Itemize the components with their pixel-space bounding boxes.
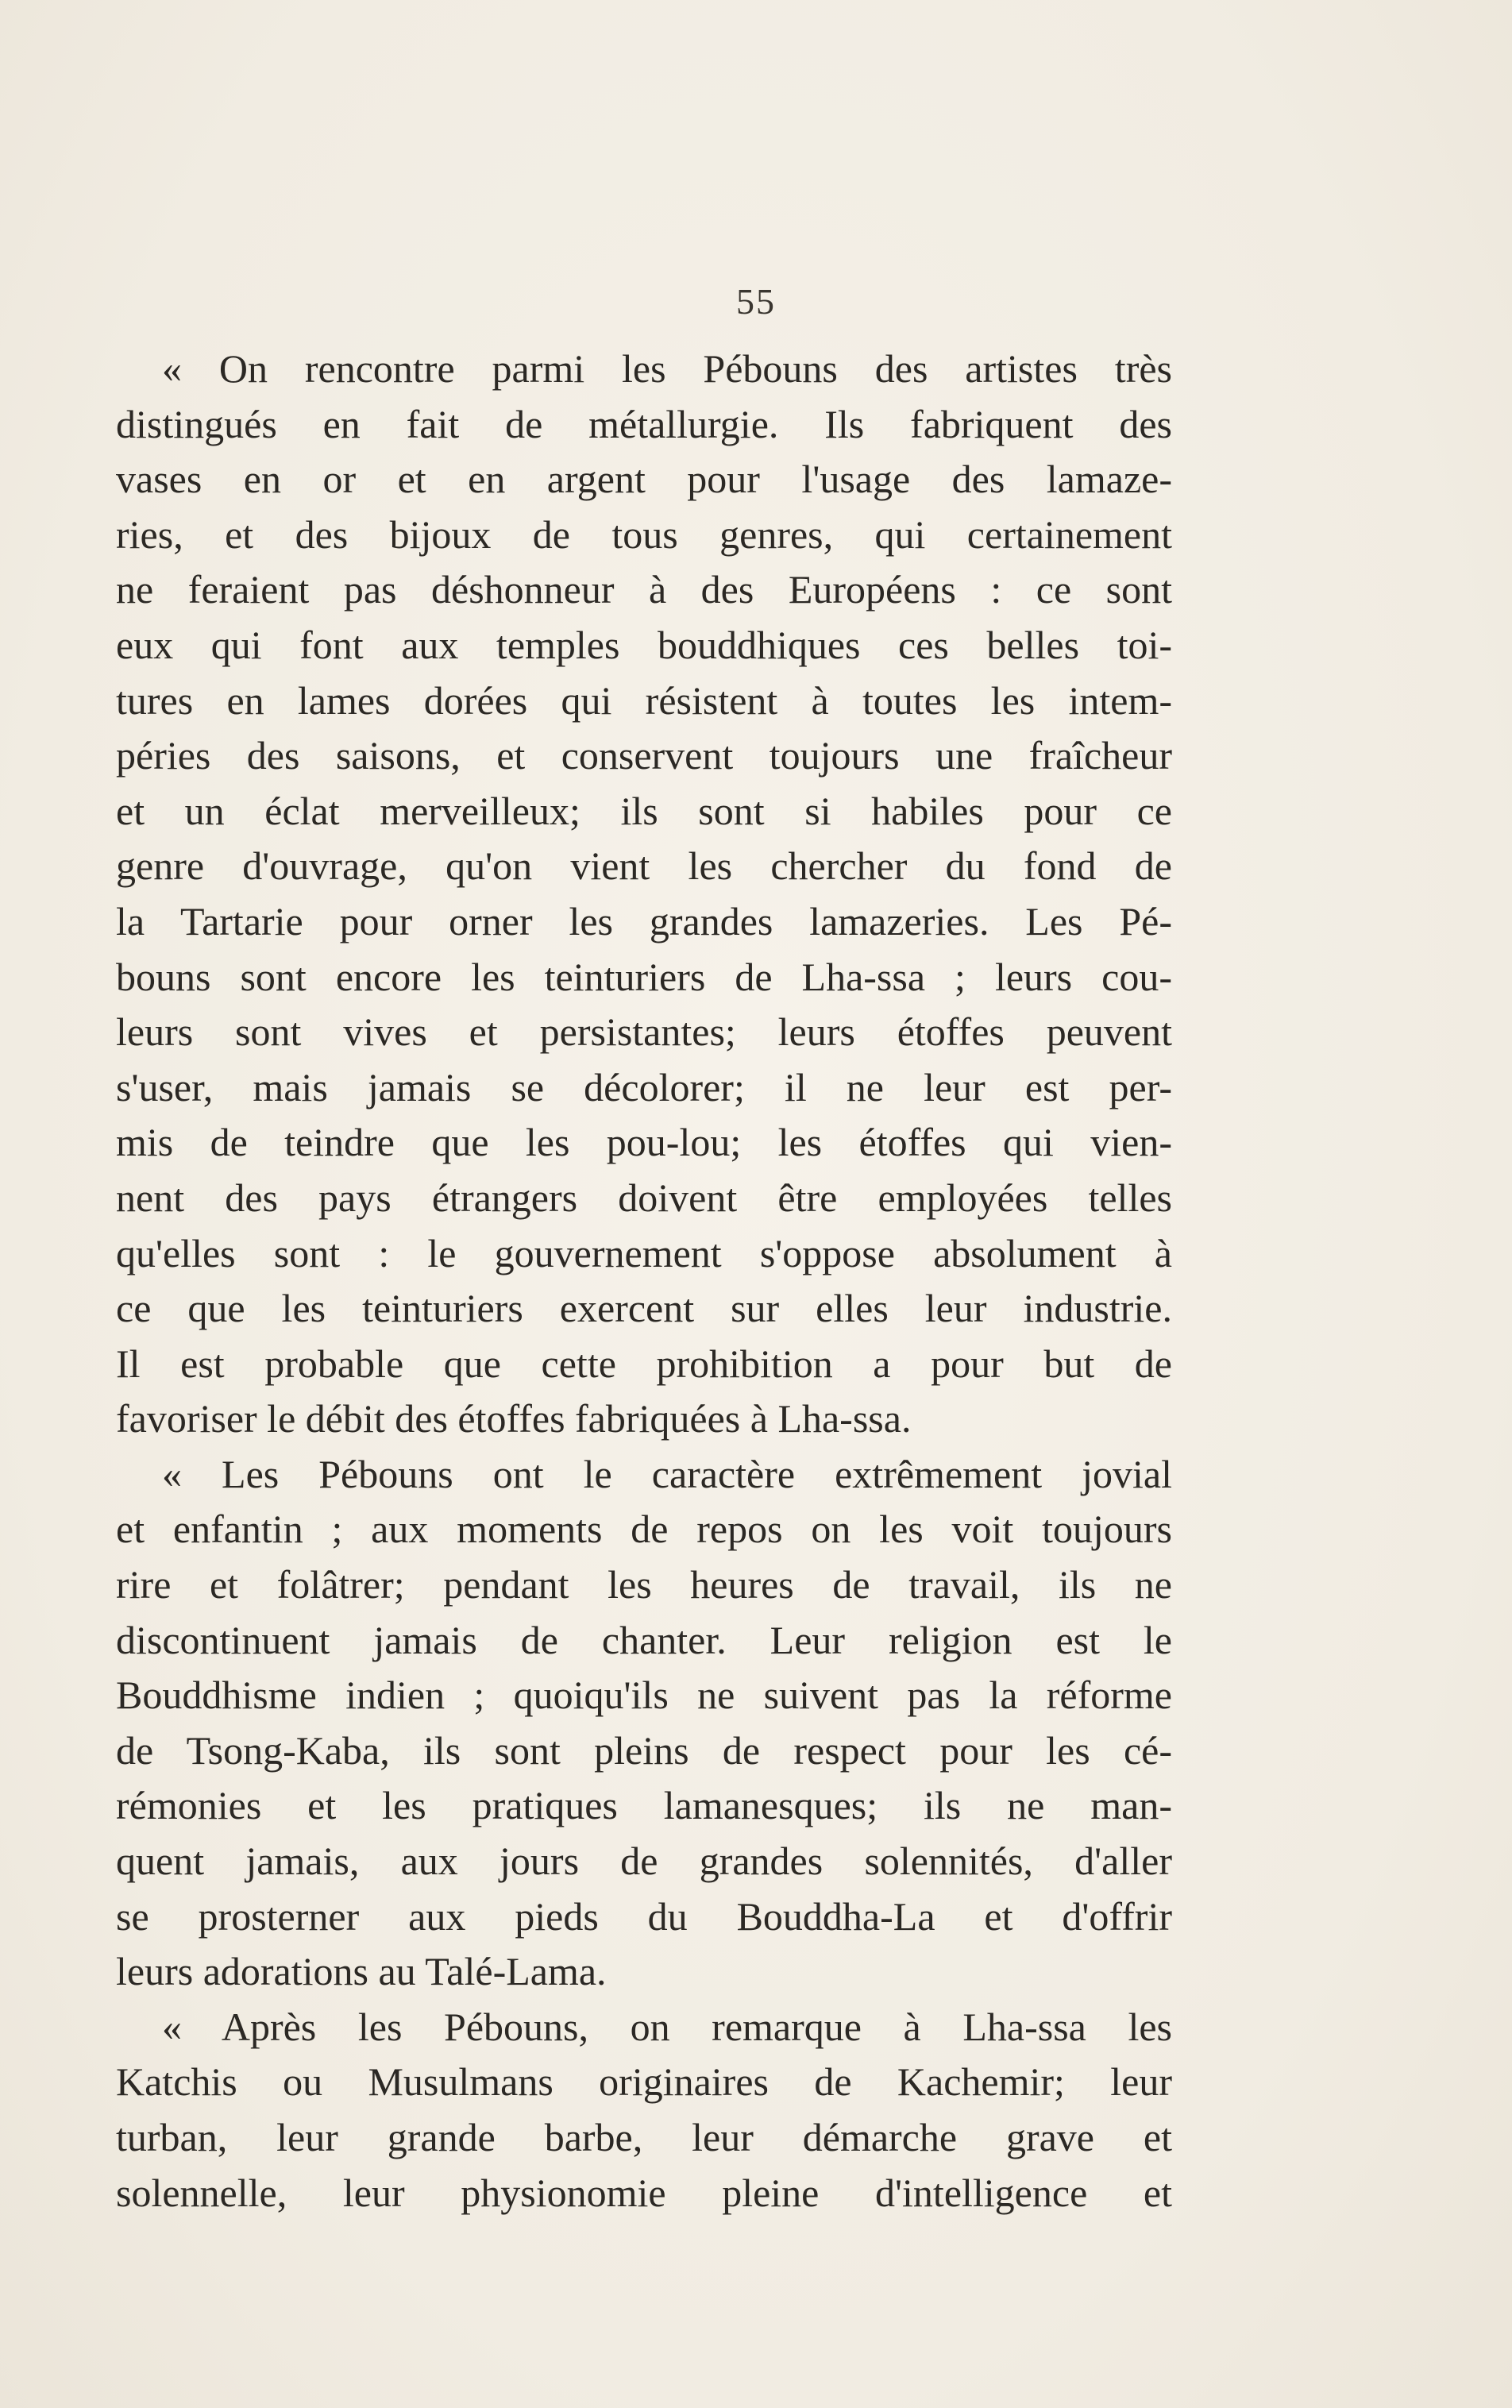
text-line: de Tsong-Kaba, ils sont pleins de respect pour les cé- xyxy=(116,1727,1172,1773)
text-line: la Tartarie pour orner les grandes lamazeries. Les Pé- xyxy=(116,898,1172,944)
text-line: Katchis ou Musulmans originaires de Kachemir; leur xyxy=(116,2059,1172,2105)
text-line: distingués en fait de métallurgie. Ils fabriquent des xyxy=(116,401,1172,446)
text-line: leurs sont vives et persistantes; leurs étoffes peuvent xyxy=(116,1009,1172,1055)
text-line: et enfantin ; aux moments de repos on les voit toujours xyxy=(116,1507,1172,1552)
text-line: genre d'ouvrage, qu'on vient les chercher du fond de xyxy=(116,843,1172,889)
text-line: mis de teindre que les pou-lou; les étoffes qui vien- xyxy=(116,1120,1172,1165)
text-line: eux qui font aux temples bouddhiques ces belles toi- xyxy=(116,622,1172,667)
text-line: rire et folâtrer; pendant les heures de travail, ils ne xyxy=(116,1562,1172,1607)
text-line: Bouddhisme indien ; quoiqu'ils ne suivent pas la réforme xyxy=(116,1673,1172,1718)
text-line: Il est probable que cette prohibition a pour but de xyxy=(116,1341,1172,1386)
text-line: « Après les Pébouns, on remarque à Lha-ssa les xyxy=(162,2004,1172,2049)
text-line: se prosterner aux pieds du Bouddha-La et d'offrir xyxy=(116,1893,1172,1939)
text-line: turban, leur grande barbe, leur démarche grave et xyxy=(116,2115,1172,2159)
text-line: tures en lames dorées qui résistent à toutes les intem- xyxy=(116,677,1172,723)
text-line: « On rencontre parmi les Pébouns des artistes très xyxy=(162,346,1172,391)
text-line: quent jamais, aux jours de grandes solennités, d'aller xyxy=(116,1839,1172,1884)
text-line: discontinuent jamais de chanter. Leur religion est le xyxy=(116,1617,1172,1662)
text-line: « Les Pébouns ont le caractère extrêmement jovial xyxy=(162,1451,1172,1496)
text-line: favoriser le débit des étoffes fabriquées à Lha-ssa. xyxy=(116,1396,912,1441)
text-line: et un éclat merveilleux; ils sont si habiles pour ce xyxy=(116,788,1172,833)
text-line: nent des pays étrangers doivent être employées telles xyxy=(116,1175,1172,1220)
page-number: 55 xyxy=(736,281,776,322)
text-line: bouns sont encore les teinturiers de Lha-ssa ; leurs cou- xyxy=(116,954,1172,999)
text-line: qu'elles sont : le gouvernement s'oppose absolument à xyxy=(116,1230,1172,1275)
text-line: solennelle, leur physionomie pleine d'intelligence et xyxy=(116,2170,1172,2215)
body-text xyxy=(116,342,1172,2221)
text-line: péries des saisons, et conservent toujours une fraîcheur xyxy=(116,733,1172,778)
text-line: s'user, mais jamais se décolorer; il ne leur est per- xyxy=(116,1064,1172,1109)
text-line: rémonies et les pratiques lamanesques; ils ne man- xyxy=(116,1783,1172,1828)
text-line: ne feraient pas déshonneur à des Européens : ce sont xyxy=(116,567,1172,612)
text-line: leurs adorations au Talé-Lama. xyxy=(116,1949,607,1994)
text-line: vases en or et en argent pour l'usage des lamaze- xyxy=(116,457,1172,502)
text-line: ries, et des bijoux de tous genres, qui certainement xyxy=(116,511,1172,557)
text-line: ce que les teinturiers exercent sur elles leur industrie. xyxy=(116,1286,1172,1331)
